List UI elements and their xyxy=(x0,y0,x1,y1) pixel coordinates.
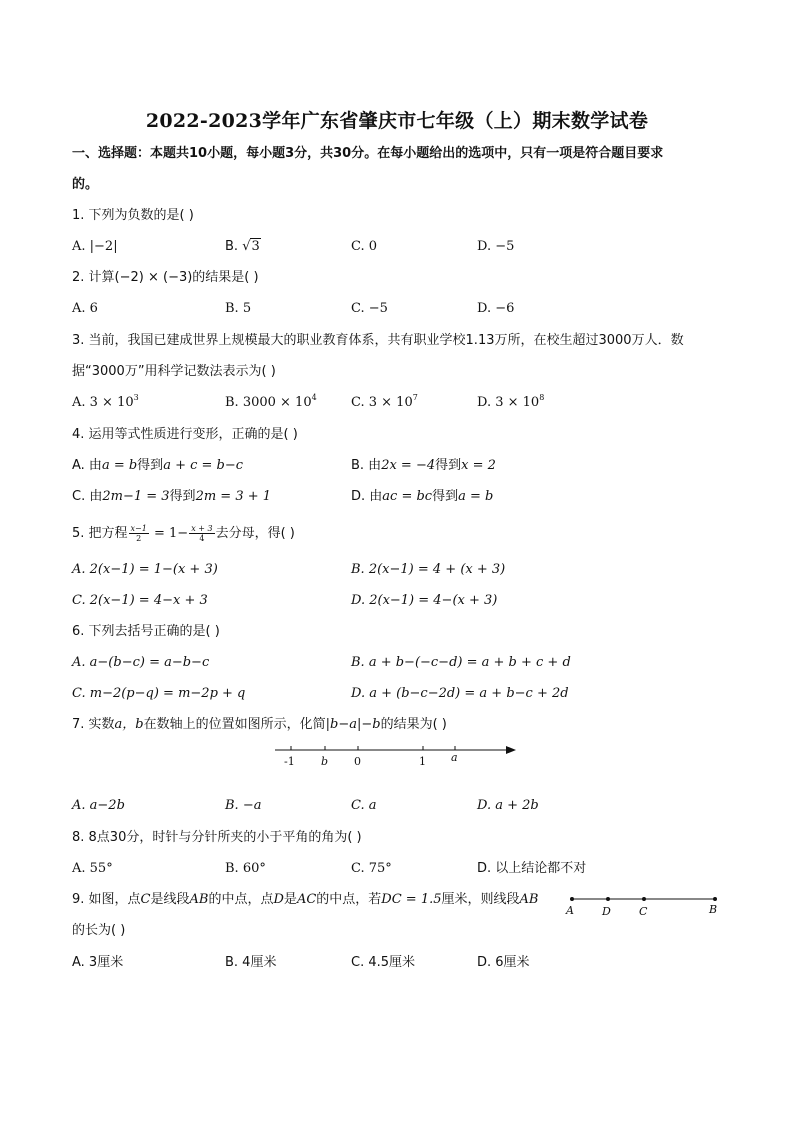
label-one: 1 xyxy=(419,755,426,768)
q7-stem-pre: 7. 实数 xyxy=(72,717,115,732)
question-7-stem xyxy=(72,717,447,733)
q5-frac1-den: 2 xyxy=(136,534,142,543)
segment-figure xyxy=(560,890,725,920)
q4-option-a xyxy=(72,458,243,474)
question-6-stem: 6. 下列去括号正确的是( ) xyxy=(72,624,220,639)
question-5-stem xyxy=(72,524,295,543)
q9-t3: 是 xyxy=(283,892,297,907)
q3-option-a xyxy=(72,395,139,411)
section-heading-line2: 的。 xyxy=(72,177,99,192)
q4-c-expr2: 2m = 3 + 1 xyxy=(195,489,272,504)
q5-option-d: D. 2(x−1) = 4−(x + 3) xyxy=(351,593,498,608)
q4-a-expr1: a = b xyxy=(101,458,138,473)
q7-option-b: B. −a xyxy=(225,798,262,813)
q3-option-d-exp: 8 xyxy=(539,393,545,402)
q3-option-c xyxy=(351,395,418,411)
label-point-c: C xyxy=(639,905,648,918)
question-4-stem: 4. 运用等式性质进行变形，正确的是( ) xyxy=(72,427,298,442)
q4-b-expr1: 2x = −4 xyxy=(381,458,436,473)
q7-stem-expr: |b−a|−b xyxy=(325,717,381,732)
q4-a-pre: A. 由 xyxy=(72,458,102,473)
point-a-dot xyxy=(570,897,574,901)
q4-a-expr2: a + c = b−c xyxy=(163,458,244,473)
q1-option-b xyxy=(225,239,261,255)
q4-option-b xyxy=(351,458,496,474)
q7-stem-post: 的结果为( ) xyxy=(380,717,447,732)
q4-d-expr2: a = b xyxy=(458,489,494,504)
q3-option-c-exp: 7 xyxy=(412,393,418,402)
q3-option-a-exp: 3 xyxy=(133,393,139,402)
section-heading-line1: 一、选择题：本题共10小题，每小题3分，共30分。在每小题给出的选项中，只有一项是符合题目要求 xyxy=(72,146,664,161)
q7-stem-mid: 在数轴上的位置如图所示，化简 xyxy=(143,717,326,732)
q9-segment-ab: AB xyxy=(189,892,209,907)
question-3-stem-line2: 据“3000万”用科学记数法表示为( ) xyxy=(72,364,276,379)
q1-option-b-radicand: 3 xyxy=(251,239,260,254)
q5-stem-pre: 5. 把方程 xyxy=(72,526,128,541)
q9-option-d: D. 6厘米 xyxy=(477,955,530,970)
q4-option-d xyxy=(351,489,493,505)
q5-fraction-1 xyxy=(129,524,149,543)
q4-a-mid: 得到 xyxy=(137,458,164,473)
q4-b-expr2: x = 2 xyxy=(461,458,496,473)
q5-equals: = 1− xyxy=(149,526,189,541)
q3-option-d-base: D. 3 × 10 xyxy=(477,395,540,410)
label-point-d: D xyxy=(602,905,611,918)
label-point-b: B xyxy=(709,903,718,916)
q2-option-a: A. 6 xyxy=(72,301,98,316)
q9-point-d: D xyxy=(273,892,284,907)
number-line-figure xyxy=(270,738,520,770)
q9-option-a: A. 3厘米 xyxy=(72,955,124,970)
q2-option-b: B. 5 xyxy=(225,301,252,316)
label-minus-one: -1 xyxy=(284,755,295,768)
q5-stem-post: 去分母，得( ) xyxy=(215,526,295,541)
q9-point-c: C xyxy=(140,892,151,907)
q8-option-a: A. 55° xyxy=(72,861,113,876)
q9-expr: DC = 1.5 xyxy=(381,892,442,907)
q5-frac2-num: x + 3 xyxy=(191,524,213,533)
label-point-a: A xyxy=(566,904,574,917)
q8-option-d: D. 以上结论都不对 xyxy=(477,861,587,876)
q6-option-b: B. a + b−(−c−d) = a + b + c + d xyxy=(351,655,571,670)
q6-option-d: D. a + (b−c−2d) = a + b−c + 2d xyxy=(351,686,569,701)
q7-option-a: A. a−2b xyxy=(72,798,125,813)
question-1-stem: 1. 下列为负数的是( ) xyxy=(72,208,194,223)
q9-pre: 9. 如图，点 xyxy=(72,892,141,907)
q8-option-b: B. 60° xyxy=(225,861,266,876)
q4-d-pre: D. 由 xyxy=(351,489,383,504)
q3-option-b-base: B. 3000 × 10 xyxy=(225,395,312,410)
q9-option-c: C. 4.5厘米 xyxy=(351,955,416,970)
q5-fraction-2 xyxy=(189,524,214,543)
q7-stem-ab: a，b xyxy=(114,717,144,732)
q3-option-b xyxy=(225,395,317,411)
q9-t1: 是线段 xyxy=(150,892,190,907)
q9-segment-ac: AC xyxy=(296,892,317,907)
q4-d-expr1: ac = bc xyxy=(382,489,433,504)
q3-option-a-base: A. 3 × 10 xyxy=(72,395,134,410)
point-b-dot xyxy=(713,897,717,901)
q5-option-c: C. 2(x−1) = 4−x + 3 xyxy=(72,593,208,608)
q5-frac2-den: 4 xyxy=(199,534,205,543)
q2-option-d: D. −6 xyxy=(477,301,515,316)
q7-option-d: D. a + 2b xyxy=(477,798,539,813)
page-title: 2022-2023学年广东省肇庆市七年级（上）期末数学试卷 xyxy=(145,110,649,132)
label-a: a xyxy=(451,751,458,764)
q1-option-c: C. 0 xyxy=(351,239,378,254)
q9-option-b: B. 4厘米 xyxy=(225,955,277,970)
question-9-stem-line1 xyxy=(72,892,538,908)
q6-option-a: A. a−(b−c) = a−b−c xyxy=(72,655,210,670)
q9-t5: 厘米，则线段 xyxy=(441,892,520,907)
number-line-arrow xyxy=(506,746,516,754)
q2-option-c: C. −5 xyxy=(351,301,388,316)
q4-b-pre: B. 由 xyxy=(351,458,382,473)
question-2-stem: 2. 计算(−2) × (−3)的结果是( ) xyxy=(72,270,259,285)
q1-option-b-prefix: B. xyxy=(225,239,243,254)
q4-b-mid: 得到 xyxy=(435,458,462,473)
q5-frac1-num: x−1 xyxy=(130,524,147,533)
q4-d-mid: 得到 xyxy=(432,489,459,504)
q6-option-c: C. m−2(p−q) = m−2p + q xyxy=(72,686,246,701)
sqrt-symbol: √3 xyxy=(242,239,260,254)
q5-option-b: B. 2(x−1) = 4 + (x + 3) xyxy=(351,562,506,577)
label-b: b xyxy=(321,755,329,768)
section-heading xyxy=(72,146,663,162)
q4-option-c xyxy=(72,489,271,505)
label-zero: 0 xyxy=(354,755,361,768)
q3-option-d xyxy=(477,395,544,411)
q3-option-b-exp: 4 xyxy=(311,393,317,402)
q1-option-a: A. |−2| xyxy=(72,239,118,254)
q8-option-c: C. 75° xyxy=(351,861,392,876)
q3-option-c-base: C. 3 × 10 xyxy=(351,395,413,410)
q7-option-c: C. a xyxy=(351,798,377,813)
question-3-stem-line1: 3. 当前，我国已建成世界上规模最大的职业教育体系，共有职业学校1.13万所，在校生超过3000万人．数 xyxy=(72,333,684,348)
section-heading-cont xyxy=(72,177,98,193)
q9-t4: 的中点，若 xyxy=(316,892,382,907)
point-c-dot xyxy=(642,897,646,901)
q4-c-expr1: 2m−1 = 3 xyxy=(102,489,170,504)
q4-c-mid: 得到 xyxy=(169,489,196,504)
question-9-stem-line2: 的长为( ) xyxy=(72,923,126,938)
point-d-dot xyxy=(606,897,610,901)
question-8-stem: 8. 8点30分，时针与分针所夹的小于平角的角为( ) xyxy=(72,830,362,845)
q9-segment-ab-2: AB xyxy=(519,892,539,907)
q9-t2: 的中点，点 xyxy=(208,892,274,907)
q5-option-a: A. 2(x−1) = 1−(x + 3) xyxy=(72,562,218,577)
q1-option-d: D. −5 xyxy=(477,239,515,254)
q4-c-pre: C. 由 xyxy=(72,489,103,504)
